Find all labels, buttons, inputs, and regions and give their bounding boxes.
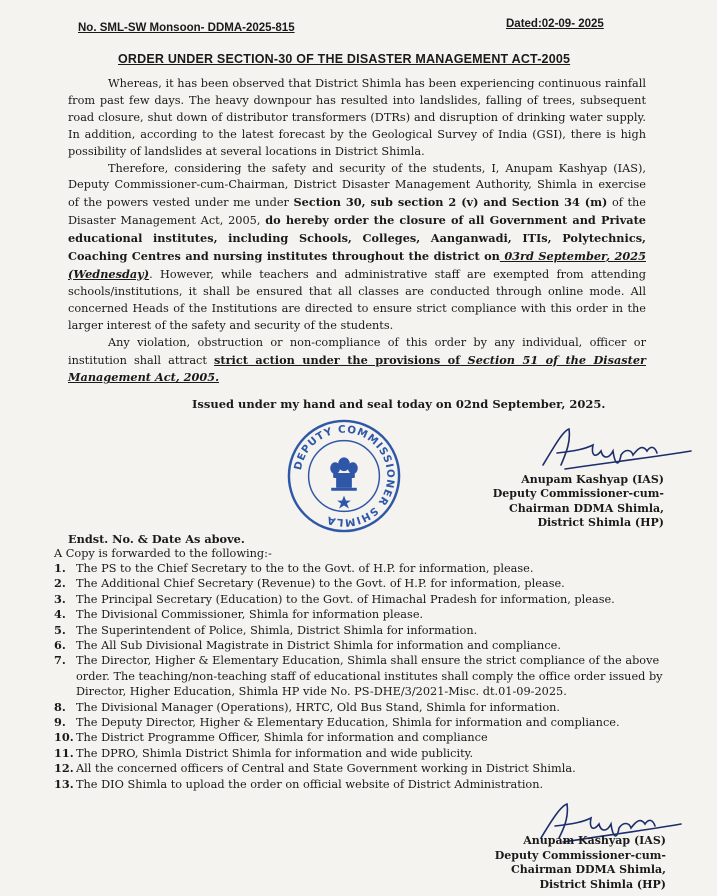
paragraph-therefore xyxy=(68,161,646,335)
item-text: The Divisional Commissioner, Shimla for information please. xyxy=(76,608,424,622)
para2-text-2: of the Disaster Management Act, 2005, xyxy=(68,196,646,228)
para3-text-1: Any violation, obstruction or non-compliance of this order by any individual, officer or institution shall attract xyxy=(68,335,646,367)
signatory-designation-2: Chairman DDMA Shimla, xyxy=(509,501,664,515)
item-number: 7. xyxy=(54,653,66,668)
item-number: 10. xyxy=(54,730,74,745)
item-number: 5. xyxy=(54,622,66,637)
signatory-name: Anupam Kashyap (IAS) xyxy=(523,834,666,847)
signatory-designation-2: Chairman DDMA Shimla, xyxy=(511,863,666,877)
item-text: The PS to the Chief Secretary to the to the Govt. of H.P. for information, please. xyxy=(76,562,534,575)
endorsement-title: Endst. No. & Date As above. xyxy=(68,532,245,546)
item-number: 8. xyxy=(54,699,66,714)
signatory-name: Anupam Kashyap (IAS) xyxy=(521,473,664,486)
strict-action: strict action under the provisions of xyxy=(214,352,461,367)
item-text: The Director, Higher & Elementary Education, Shimla shall ensure the strict compliance of the above order. The teaching/non-teaching staff of educational institutes shall comply the office order issued by Director, Higher Education, Shimla HP vide No. PS-DHE/3/2021-Misc. dt.01-09-2025. xyxy=(76,654,663,699)
official-seal-icon xyxy=(285,417,403,535)
item-number: 11. xyxy=(54,745,74,760)
item-text: The Additional Chief Secretary (Revenue) to the Govt. of H.P. for information, please. xyxy=(76,577,565,591)
item-number: 3. xyxy=(54,591,66,606)
signature-icon xyxy=(535,425,695,473)
list-item xyxy=(54,730,664,745)
paragraph-whereas: Whereas, it has been observed that District Shimla has been experiencing continuous rainfall from past few days. The heavy downpour has resulted into landslides, falling of trees, subsequent road closure, shut down of distributor transformers (DTRs) and disruption of drinking water supply. In addition, according to the latest forecast by the Geological Survey of India (GSI), there is high possibility of landslides at several locations in District Shimla. xyxy=(68,77,646,158)
item-text: The Principal Secretary (Education) to the Govt. of Himachal Pradesh for information, please. xyxy=(76,592,615,606)
item-text: The All Sub Divisional Magistrate in District Shimla for information and compliance. xyxy=(76,639,561,653)
list-item xyxy=(54,777,664,792)
item-text: The DIO Shimla to upload the order on official website of District Administration. xyxy=(76,777,544,791)
closure-date: 03rd September, 2025 (Wednesday) xyxy=(68,249,646,281)
para2-text-3: . However, while teachers and administrative staff are exempted from attending schools/institutions, it shall be ensured that all classes are conducted through online mode. All concerned Heads of the Institutions are directed to ensure strict compliance with this order in the larger interest of the safety and security of the students. xyxy=(68,267,646,332)
list-item xyxy=(54,715,664,730)
signatory-district: District Shimla (HP) xyxy=(539,877,666,891)
list-item xyxy=(54,561,664,576)
signatory-block xyxy=(484,473,664,530)
list-item xyxy=(54,700,664,715)
item-text: The Superintendent of Police, Shimla, District Shimla for information. xyxy=(76,623,478,637)
list-item xyxy=(54,638,664,653)
copy-intro: A Copy is forwarded to the following:- xyxy=(54,547,272,560)
list-item xyxy=(54,576,664,591)
legal-sections: Section 30, sub section 2 (v) and Section 34 (m) xyxy=(293,195,608,210)
item-text: All the concerned officers of Central and State Government working in District Shimla. xyxy=(76,762,576,776)
signatory-district: District Shimla (HP) xyxy=(537,515,664,529)
item-text: The DPRO, Shimla District Shimla for information and wide publicity. xyxy=(76,746,474,760)
item-number: 6. xyxy=(54,638,66,653)
list-item xyxy=(54,653,664,699)
item-text: The Deputy Director, Higher & Elementary Education, Shimla for information and compliance. xyxy=(76,716,620,730)
list-item xyxy=(54,761,664,776)
signatory-block-endorsement xyxy=(484,834,666,892)
item-number: 4. xyxy=(54,607,66,622)
list-item xyxy=(54,623,664,638)
signatory-designation-1: Deputy Commissioner-cum- xyxy=(492,487,664,501)
item-number: 2. xyxy=(54,576,66,591)
item-text: The Divisional Manager (Operations), HRTC, Old Bus Stand, Shimla for information. xyxy=(76,700,561,714)
issued-line: Issued under my hand and seal today on 02nd September, 2025. xyxy=(192,397,606,411)
list-item xyxy=(54,746,664,761)
signatory-designation-1: Deputy Commissioner-cum- xyxy=(494,848,666,862)
reference-number: No. SML-SW Monsoon- DDMA-2025-815 xyxy=(78,22,295,34)
order-body xyxy=(68,76,646,387)
item-number: 13. xyxy=(54,776,74,791)
item-text: The District Programme Officer, Shimla for information and compliance xyxy=(76,731,488,745)
para2-text-1: Therefore, considering the safety and security of the students, I, Anupam Kashyap (IAS), Deputy Commissioner-cum-Chairman, District Disaster Management Authority, Shimla in exercise of the powers vested under me under xyxy=(68,161,646,210)
copy-list xyxy=(54,561,664,792)
list-item xyxy=(54,592,664,607)
item-number: 9. xyxy=(54,715,66,730)
list-item xyxy=(54,607,664,622)
item-number: 12. xyxy=(54,761,74,776)
closure-order: do hereby order the closure of all Government and Private educational institutes, including Schools, Colleges, Aanganwadi, ITIs, Polytechnics, Coaching Centres and nursing institutes throughout the district on xyxy=(68,213,646,264)
item-number: 1. xyxy=(54,561,66,575)
order-title: ORDER UNDER SECTION-30 OF THE DISASTER MANAGEMENT ACT-2005 xyxy=(118,52,571,66)
order-date: Dated:02-09- 2025 xyxy=(506,18,604,30)
section-51: Section 51 of the Disaster Management Act, 2005. xyxy=(68,352,646,385)
seal-text: DEPUTY COMMISSIONER SHIMLA xyxy=(292,423,397,529)
paragraph-violation xyxy=(68,335,646,388)
